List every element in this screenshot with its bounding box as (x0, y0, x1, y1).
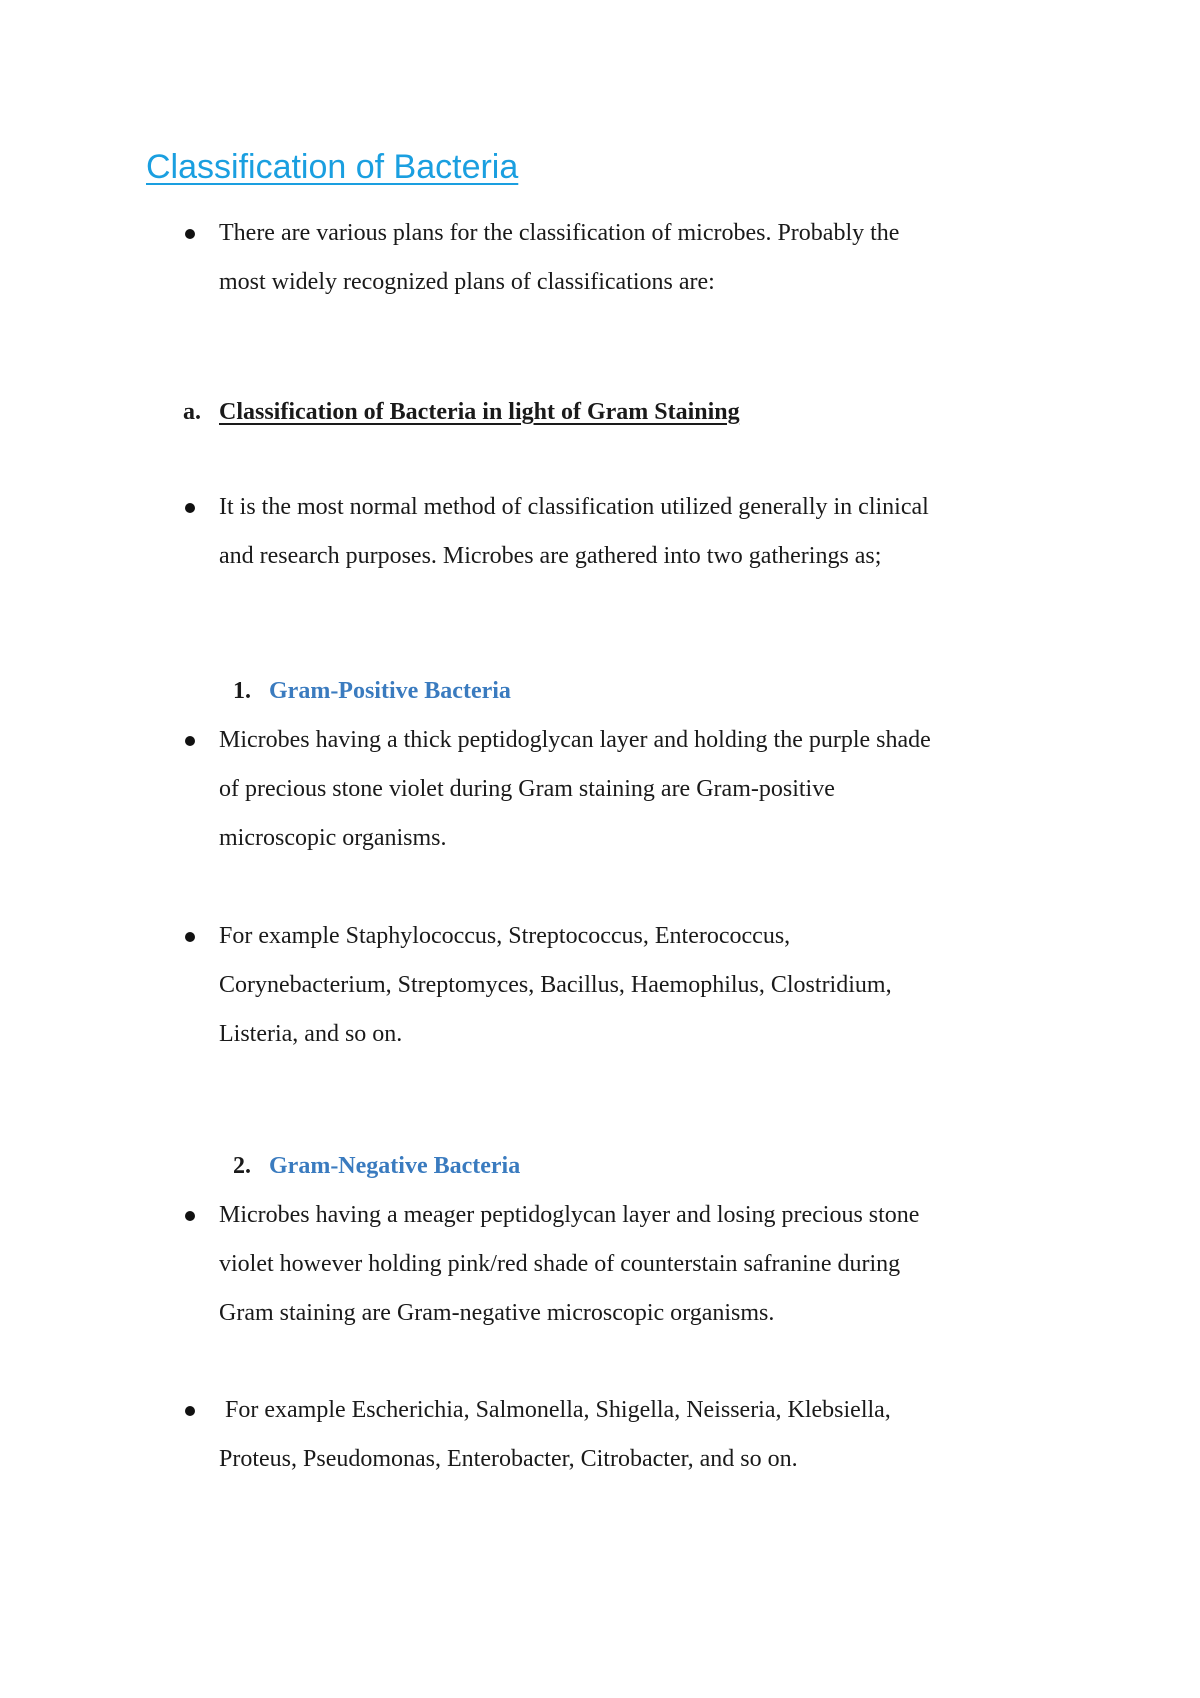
section-a-heading: Classification of Bacteria in light of Gram Staining (219, 399, 740, 425)
gram-negative-example-line-2: Proteus, Pseudomonas, Enterobacter, Citrobacter, and so on. (219, 1446, 798, 1472)
gram-positive-example-line-2: Corynebacterium, Streptomyces, Bacillus, Haemophilus, Clostridium, (219, 972, 892, 998)
gram-positive-example-line-3: Listeria, and so on. (219, 1021, 403, 1047)
gram-negative-marker: 2. (233, 1153, 251, 1179)
gram-negative-desc-line-2: violet however holding pink/red shade of counterstain safranine during (219, 1251, 901, 1277)
bullet-icon (185, 1406, 195, 1416)
section-a-paragraph (219, 483, 1099, 581)
bullet-icon (185, 503, 195, 513)
section-a-line-2: and research purposes. Microbes are gathered into two gatherings as; (219, 543, 882, 569)
gram-negative-desc-line-3: Gram staining are Gram-negative microscopic organisms. (219, 1300, 775, 1326)
intro-paragraph (219, 209, 1099, 307)
bullet-icon (185, 932, 195, 942)
gram-positive-heading: Gram-Positive Bacteria (269, 678, 511, 704)
gram-positive-desc-line-1: Microbes having a thick peptidoglycan layer and holding the purple shade (219, 727, 931, 753)
gram-negative-desc-line-1: Microbes having a meager peptidoglycan layer and losing precious stone (219, 1202, 920, 1228)
section-a-marker: a. (183, 399, 201, 425)
gram-positive-desc-line-2: of precious stone violet during Gram staining are Gram-positive (219, 776, 835, 802)
gram-positive-examples (219, 912, 1099, 1059)
gram-negative-example-line-1: For example Escherichia, Salmonella, Shigella, Neisseria, Klebsiella, (219, 1397, 891, 1423)
gram-negative-examples (219, 1386, 1099, 1484)
intro-line-1: There are various plans for the classification of microbes. Probably the (219, 220, 900, 246)
gram-positive-marker: 1. (233, 678, 251, 704)
intro-line-2: most widely recognized plans of classifications are: (219, 269, 715, 295)
section-a-line-1: It is the most normal method of classification utilized generally in clinical (219, 494, 929, 520)
bullet-icon (185, 1211, 195, 1221)
gram-negative-description (219, 1191, 1099, 1338)
page-title: Classification of Bacteria (146, 148, 519, 186)
gram-positive-example-line-1: For example Staphylococcus, Streptococcus, Enterococcus, (219, 923, 791, 949)
bullet-icon (185, 736, 195, 746)
gram-positive-desc-line-3: microscopic organisms. (219, 825, 447, 851)
gram-positive-description (219, 716, 1099, 863)
bullet-icon (185, 229, 195, 239)
gram-negative-heading: Gram-Negative Bacteria (269, 1153, 521, 1179)
